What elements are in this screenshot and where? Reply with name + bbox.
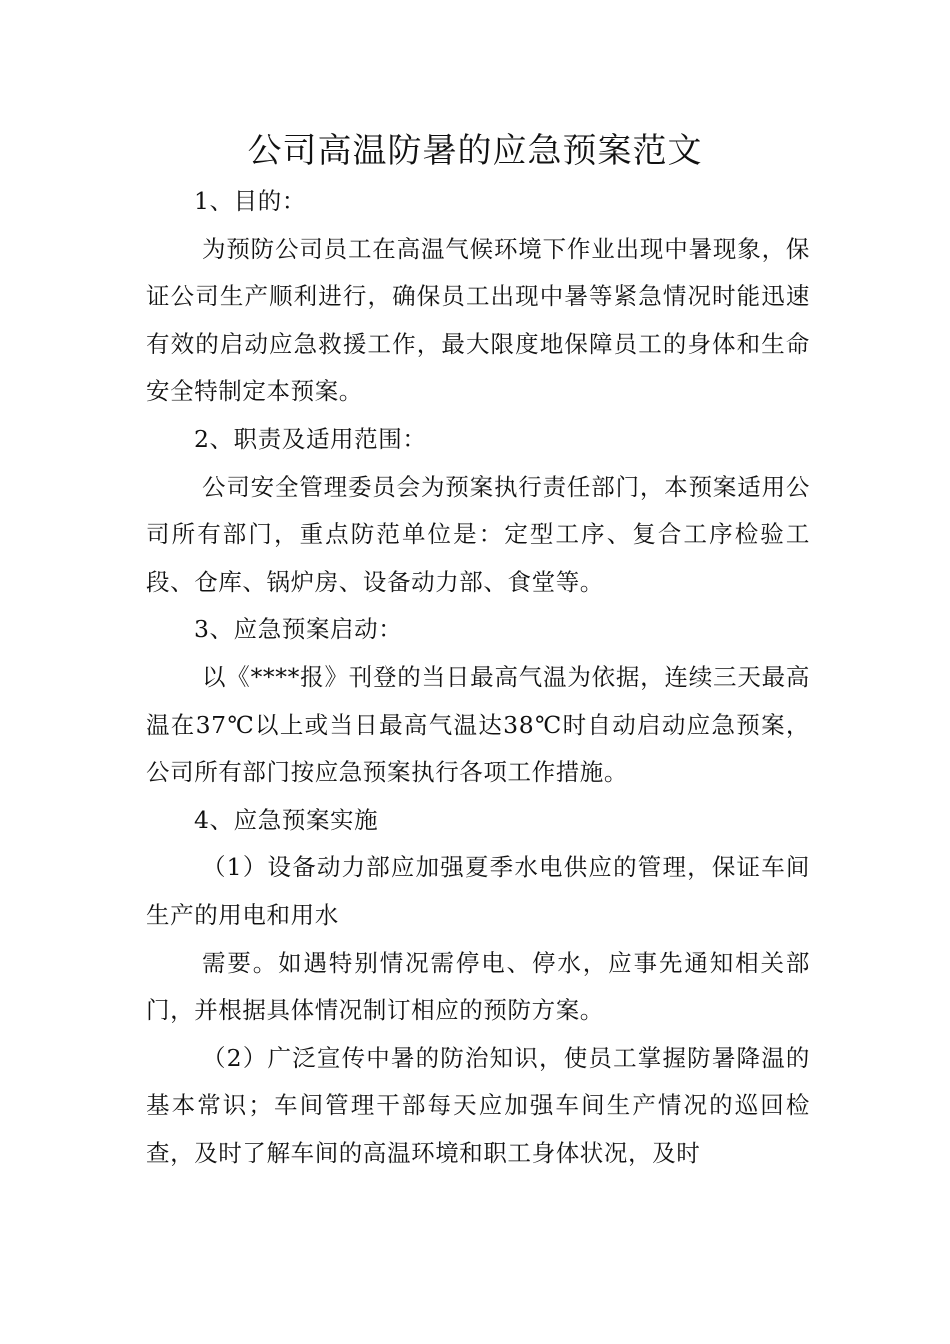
paragraph-item-1: （1）设备动力部应加强夏季水电供应的管理，保证车间生产的用电和用水 (146, 853, 810, 929)
document-title: 公司高温防暑的应急预案范文 (247, 131, 703, 171)
section-heading-scope: 2、职责及适用范围： (194, 424, 427, 453)
section-heading-activation: 3、应急预案启动： (194, 615, 403, 644)
paragraph-item-2: （2）广泛宣传中暑的防治知识，使员工掌握防暑降温的基本常识；车间管理干部每天应加强车间生产情况的巡回检查，及时了解车间的高温环境和职工身体状况，及时 (146, 1043, 810, 1167)
paragraph-purpose: 为预防公司员工在高温气候环境下作业出现中暑现象，保证公司生产顺利进行，确保员工出现中暑等紧急情况时能迅速有效的启动应急救援工作，最大限度地保障员工的身体和生命安全特制定本预案。 (146, 234, 810, 406)
paragraph-item-1-continued: 需要。如遇特别情况需停电、停水，应事先通知相关部门，并根据具体情况制订相应的预防方案。 (146, 948, 810, 1025)
paragraph-activation: 以《****报》刊登的当日最高气温为依据，连续三天最高温在37℃以上或当日最高气温达38℃时自动启动应急预案，公司所有部门按应急预案执行各项工作措施。 (146, 662, 810, 787)
paragraph-scope: 公司安全管理委员会为预案执行责任部门，本预案适用公司所有部门，重点防范单位是：定型工序、复合工序检验工段、仓库、锅炉房、设备动力部、食堂等。 (146, 472, 810, 596)
document-body (146, 178, 810, 1177)
section-heading-implementation: 4、应急预案实施 (194, 805, 379, 834)
section-heading-purpose: 1、目的： (194, 187, 306, 215)
